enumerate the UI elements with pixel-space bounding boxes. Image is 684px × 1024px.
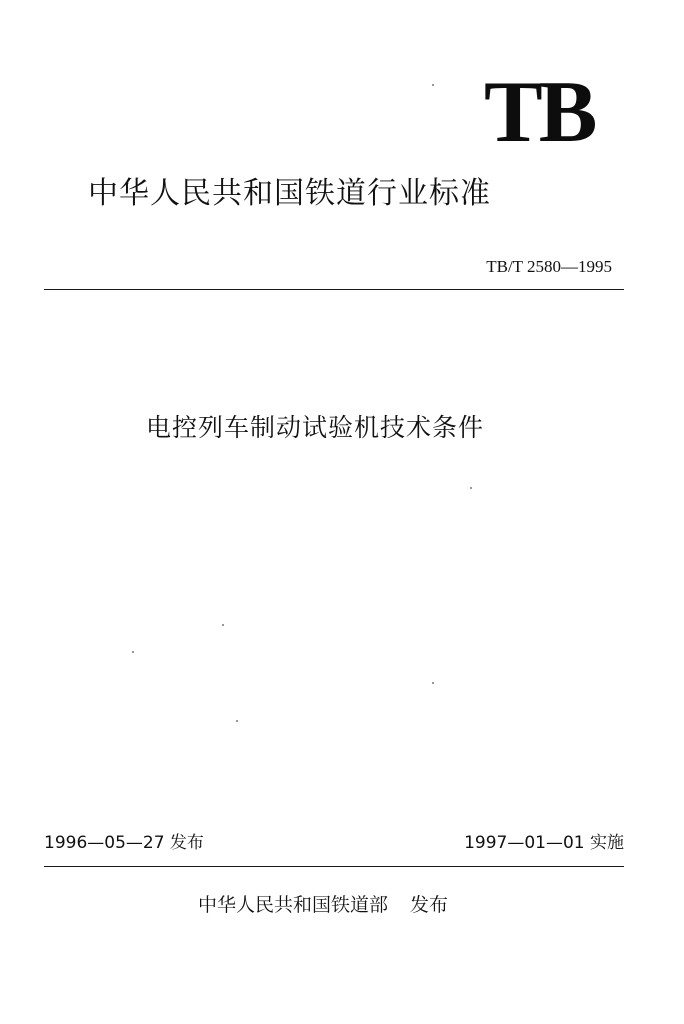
top-divider: [44, 289, 624, 290]
publisher-line: [198, 890, 448, 920]
tb-logo: TB: [484, 64, 594, 161]
org-title: 中华人民共和国铁道行业标准: [88, 176, 491, 211]
scan-speck: [470, 487, 472, 489]
publisher-name: 中华人民共和国铁道部: [198, 894, 389, 916]
scan-speck: [236, 720, 238, 722]
standard-code: TB/T 2580—1995: [486, 257, 612, 276]
document-title: 电控列车制动试验机技术条件: [146, 413, 485, 442]
scan-speck: [132, 651, 134, 653]
issue-date: 1996—05—27 发布: [44, 833, 204, 853]
publisher-action: 发布: [410, 894, 449, 916]
scan-speck: [222, 624, 224, 626]
bottom-divider: [44, 866, 624, 867]
scan-speck: [432, 682, 434, 684]
scan-speck: [432, 84, 434, 86]
implementation-date: 1997—01—01 实施: [464, 833, 624, 853]
